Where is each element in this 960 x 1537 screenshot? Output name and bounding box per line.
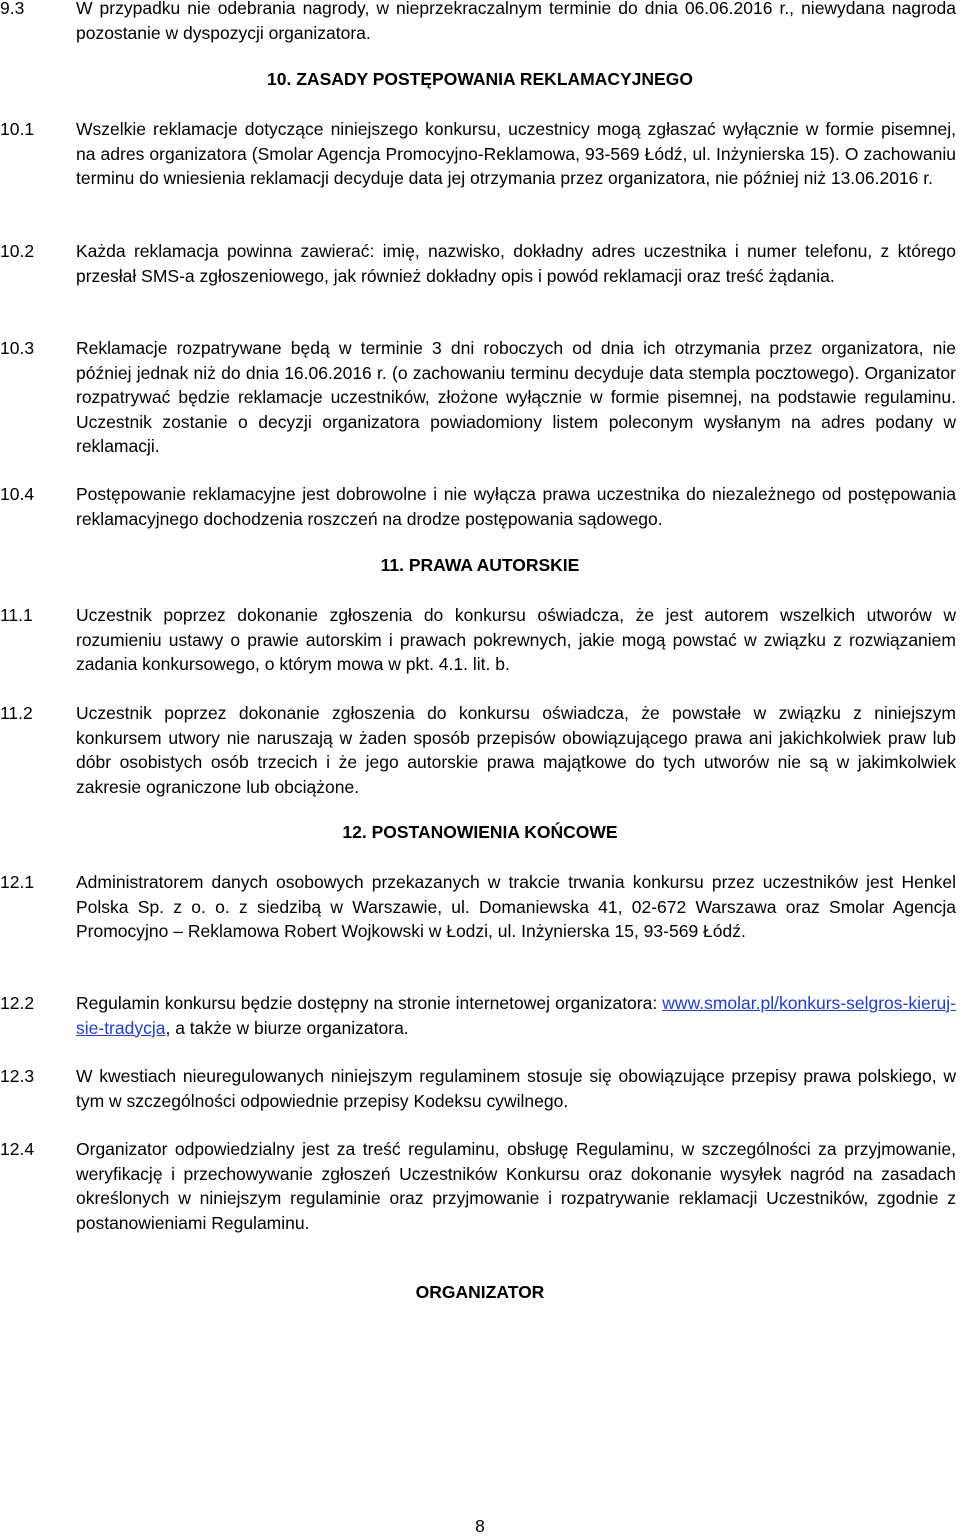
clause-12-1 <box>0 870 956 944</box>
clause-10-3 <box>0 336 956 459</box>
clause-number: 12.4 <box>0 1139 35 1159</box>
clause-text: Postępowanie reklamacyjne jest dobrowolne i nie wyłącza prawa uczestnika do niezależnego od postępowania reklamacyjnego dochodzenia roszczeń na drodze postępowania sądowego. <box>76 484 956 529</box>
clause-text: Uczestnik poprzez dokonanie zgłoszenia do konkursu oświadcza, że jest autorem wszelkich utworów w rozumieniu ustawy o prawie autorskim i prawach pokrewnych, jakie mogą powstać w związku z rozwiązaniem zadania konkursowego, o którym mowa w pkt. 4.1. lit. b. <box>76 605 956 674</box>
clause-10-4 <box>0 482 956 531</box>
clause-number: 10.4 <box>0 484 35 504</box>
clause-text: Uczestnik poprzez dokonanie zgłoszenia do konkursu oświadcza, że powstałe w związku z niniejszym konkursem utwory nie naruszają w żaden sposób przepisów obowiązującego prawa ani jakichkolwiek praw lub dóbr osobistych osób trzecich i że jego autorskie prawa majątkowe do tych utworów nie są w jakimkolwiek zakresie ograniczone lub obciążone. <box>76 703 956 797</box>
clause-text: Organizator odpowiedzialny jest za treść regulaminu, obsługę Regulaminu, w szczególności za przyjmowanie, weryfikację i przechowywanie zgłoszeń Uczestników Konkursu oraz dokonanie wysyłek nagród na zasadach określonych w niniejszym regulaminie oraz przyjmowanie i rozpatrywanie reklamacji Uczestników, zgodnie z postanowieniami Regulaminu. <box>76 1139 956 1233</box>
clause-number: 12.1 <box>0 872 35 892</box>
section-12-heading: 12. POSTANOWIENIA KOŃCOWE <box>342 822 618 842</box>
section-10-heading: 10. ZASADY POSTĘPOWANIA REKLAMACYJNEGO <box>267 69 693 89</box>
regulations-link[interactable]: www.smolar.pl/konkurs-selgros-kieruj-sie-tradycja <box>76 993 956 1038</box>
clause-10-1 <box>0 117 956 191</box>
page-number: 8 <box>475 1516 485 1536</box>
clause-number: 10.3 <box>0 338 35 358</box>
clause-10-2 <box>0 239 956 288</box>
clause-12-3 <box>0 1064 956 1113</box>
clause-text-after-link: , a także w biurze organizatora. <box>165 1017 409 1038</box>
clause-text: Każda reklamacja powinna zawierać: imię, nazwisko, dokładny adres uczestnika i numer telefonu, z którego przesłał SMS-a zgłoszeniowego, jak również dokładny opis i powód reklamacji oraz treść żądania. <box>76 241 956 286</box>
clause-9-3 <box>0 0 956 45</box>
clause-text: Wszelkie reklamacje dotyczące niniejszego konkursu, uczestnicy mogą zgłaszać wyłącznie w formie pisemnej, na adres organizatora (Smolar Agencja Promocyjno-Reklamowa, 93-569 Łódź, ul. Inżynierska 15). O zachowaniu terminu do wniesienia reklamacji decyduje data jej otrzymania przez organizatora, nie później niż 13.06.2016 r. <box>76 119 956 188</box>
clause-number: 11.2 <box>0 703 33 723</box>
clause-number: 12.2 <box>0 993 35 1013</box>
clause-text: W kwestiach nieuregulowanych niniejszym regulaminem stosuje się obowiązujące przepisy prawa polskiego, w tym w szczególności odpowiednie przepisy Kodeksu cywilnego. <box>76 1066 956 1111</box>
clause-number: 10.2 <box>0 241 35 261</box>
clause-number: 11.1 <box>0 605 33 625</box>
organizer-signature: ORGANIZATOR <box>415 1282 545 1302</box>
clause-number: 9.3 <box>0 0 25 18</box>
clause-11-1 <box>0 603 956 677</box>
clause-11-2 <box>0 701 956 799</box>
clause-12-2 <box>0 991 956 1040</box>
clause-number: 12.3 <box>0 1066 35 1086</box>
clause-text-before-link: Regulamin konkursu będzie dostępny na stronie internetowej organizatora: <box>76 993 658 1013</box>
clause-text: Reklamacje rozpatrywane będą w terminie 3 dni roboczych od dnia ich otrzymania przez organizatora, nie później jednak niż do dnia 16.06.2016 r. (o zachowaniu terminu decyduje data stempla pocztowego). Organizator rozpatrywać będzie reklamacje uczestników, złożone wyłącznie w formie pisemnej, na podstawie regulaminu. Uczestnik zostanie o decyzji organizatora powiadomiony listem poleconym wysłanym na adres podany w reklamacji. <box>76 338 956 456</box>
clause-text: W przypadku nie odebrania nagrody, w nieprzekraczalnym terminie do dnia 06.06.2016 r., niewydana nagroda pozostanie w dyspozycji organizatora. <box>76 0 956 43</box>
clause-number: 10.1 <box>0 119 35 139</box>
clause-12-4 <box>0 1137 956 1235</box>
clause-text <box>76 991 956 1040</box>
clause-text: Administratorem danych osobowych przekazanych w trakcie trwania konkursu przez uczestników jest Henkel Polska Sp. z o. o. z siedzibą w Warszawie, ul. Domaniewska 41, 02-672 Warszawa oraz Smolar Agencja Promocyjno – Reklamowa Robert Wojkowski w Łodzi, ul. Inżynierska 15, 93-569 Łódź. <box>76 872 956 941</box>
section-11-heading: 11. PRAWA AUTORSKIE <box>380 555 580 575</box>
